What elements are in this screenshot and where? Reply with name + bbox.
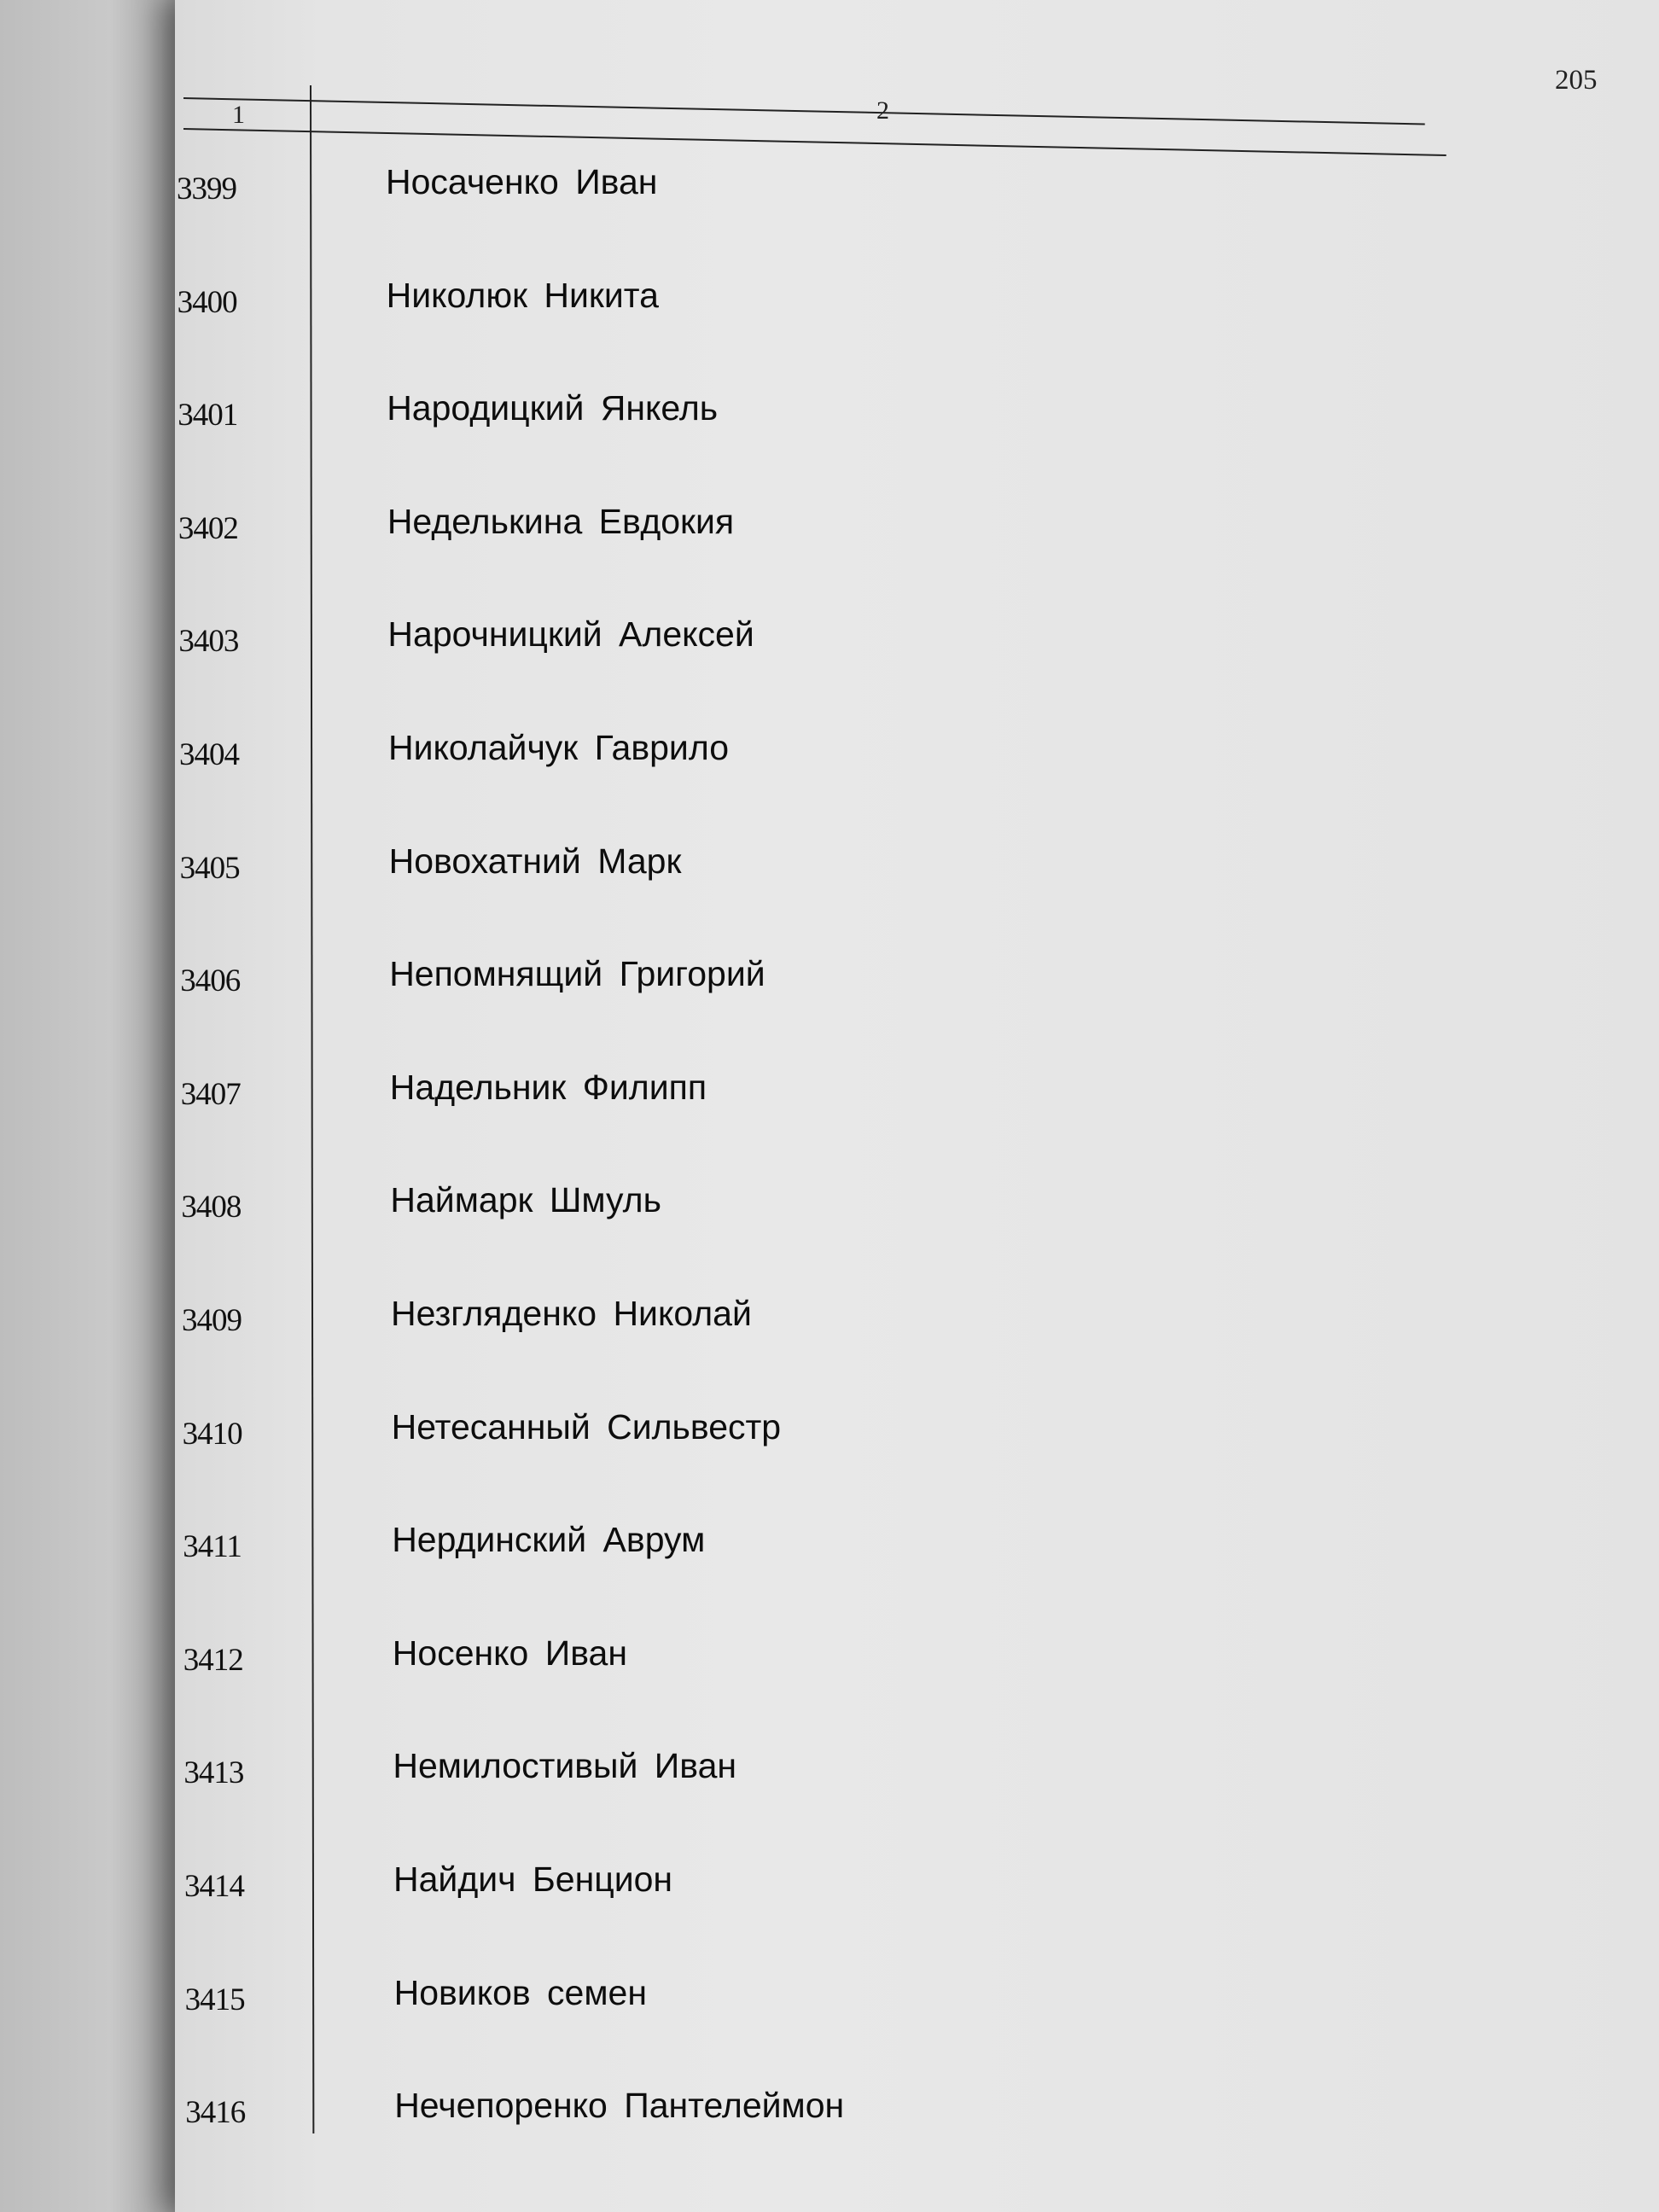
column-header-2: 2 [876, 96, 889, 125]
record-name: Незгляденко Николай [391, 1294, 752, 1333]
record-name: Найдич Бенцион [393, 1860, 673, 1899]
table-row [181, 1972, 1376, 2033]
record-number: 3408 [181, 1190, 242, 1225]
record-number: 3406 [180, 963, 241, 999]
table-row [181, 2086, 1376, 2145]
table-row [179, 1633, 1374, 1693]
table-row [175, 728, 1370, 788]
table-header-top-rule [183, 97, 1425, 125]
column-header-1: 1 [232, 101, 245, 129]
record-name: Немилостивый Иван [393, 1746, 737, 1786]
record-number: 3411 [183, 1529, 242, 1565]
record-number: 3405 [179, 850, 240, 886]
record-number: 3403 [178, 624, 239, 660]
page-number: 205 [1555, 65, 1598, 96]
table-row [173, 388, 1368, 448]
table-row [180, 1860, 1375, 1919]
table-row [178, 1294, 1372, 1353]
record-name: Новиков семен [393, 1972, 647, 2012]
table-row [179, 1746, 1374, 1806]
record-name: Нетесанный Сильвестр [391, 1406, 782, 1447]
record-number: 3413 [183, 1755, 244, 1791]
record-number: 3412 [183, 1642, 243, 1678]
record-name: Надельник Филипп [389, 1067, 707, 1107]
table-row [178, 1406, 1373, 1467]
record-number: 3400 [177, 284, 237, 320]
record-name: Носаченко Иван [386, 162, 658, 201]
record-name: Нердинский Аврум [392, 1520, 706, 1560]
document-page [175, 0, 1659, 2212]
record-name: Николюк Никита [386, 275, 659, 315]
record-name: Николайчук Гаврило [388, 728, 730, 767]
record-number: 3407 [180, 1076, 241, 1112]
record-number: 3414 [184, 1869, 244, 1904]
record-name: Неделькина Евдокия [387, 501, 735, 541]
record-number: 3416 [185, 2095, 246, 2131]
record-number: 3404 [179, 737, 239, 772]
record-name: Народицкий Янкель [387, 388, 719, 428]
record-number: 3410 [182, 1416, 242, 1452]
table-row [177, 1180, 1371, 1240]
table-row [173, 275, 1368, 335]
record-name: Новохатний Марк [388, 841, 682, 881]
record-number: 3415 [184, 1982, 245, 2017]
record-number: 3402 [178, 510, 238, 546]
table-row [174, 501, 1369, 562]
record-number: 3401 [178, 398, 238, 434]
table-row [176, 841, 1371, 901]
opposite-page-edge [0, 0, 183, 2212]
table-row [178, 1520, 1373, 1580]
table-row [176, 954, 1371, 1014]
table-row [174, 614, 1369, 674]
table-header-bottom-rule [183, 128, 1447, 156]
record-number: 3409 [182, 1303, 242, 1338]
record-name: Нарочницкий Алексей [387, 614, 754, 655]
record-name: Наймарк Шмуль [390, 1180, 661, 1220]
table-row [172, 162, 1367, 222]
record-number: 3399 [177, 172, 236, 207]
table-row [177, 1067, 1371, 1127]
record-name: Носенко Иван [392, 1633, 627, 1673]
record-name: Непомнящий Григорий [389, 954, 765, 994]
record-name: Нечепоренко Пантелеймон [394, 2086, 845, 2126]
